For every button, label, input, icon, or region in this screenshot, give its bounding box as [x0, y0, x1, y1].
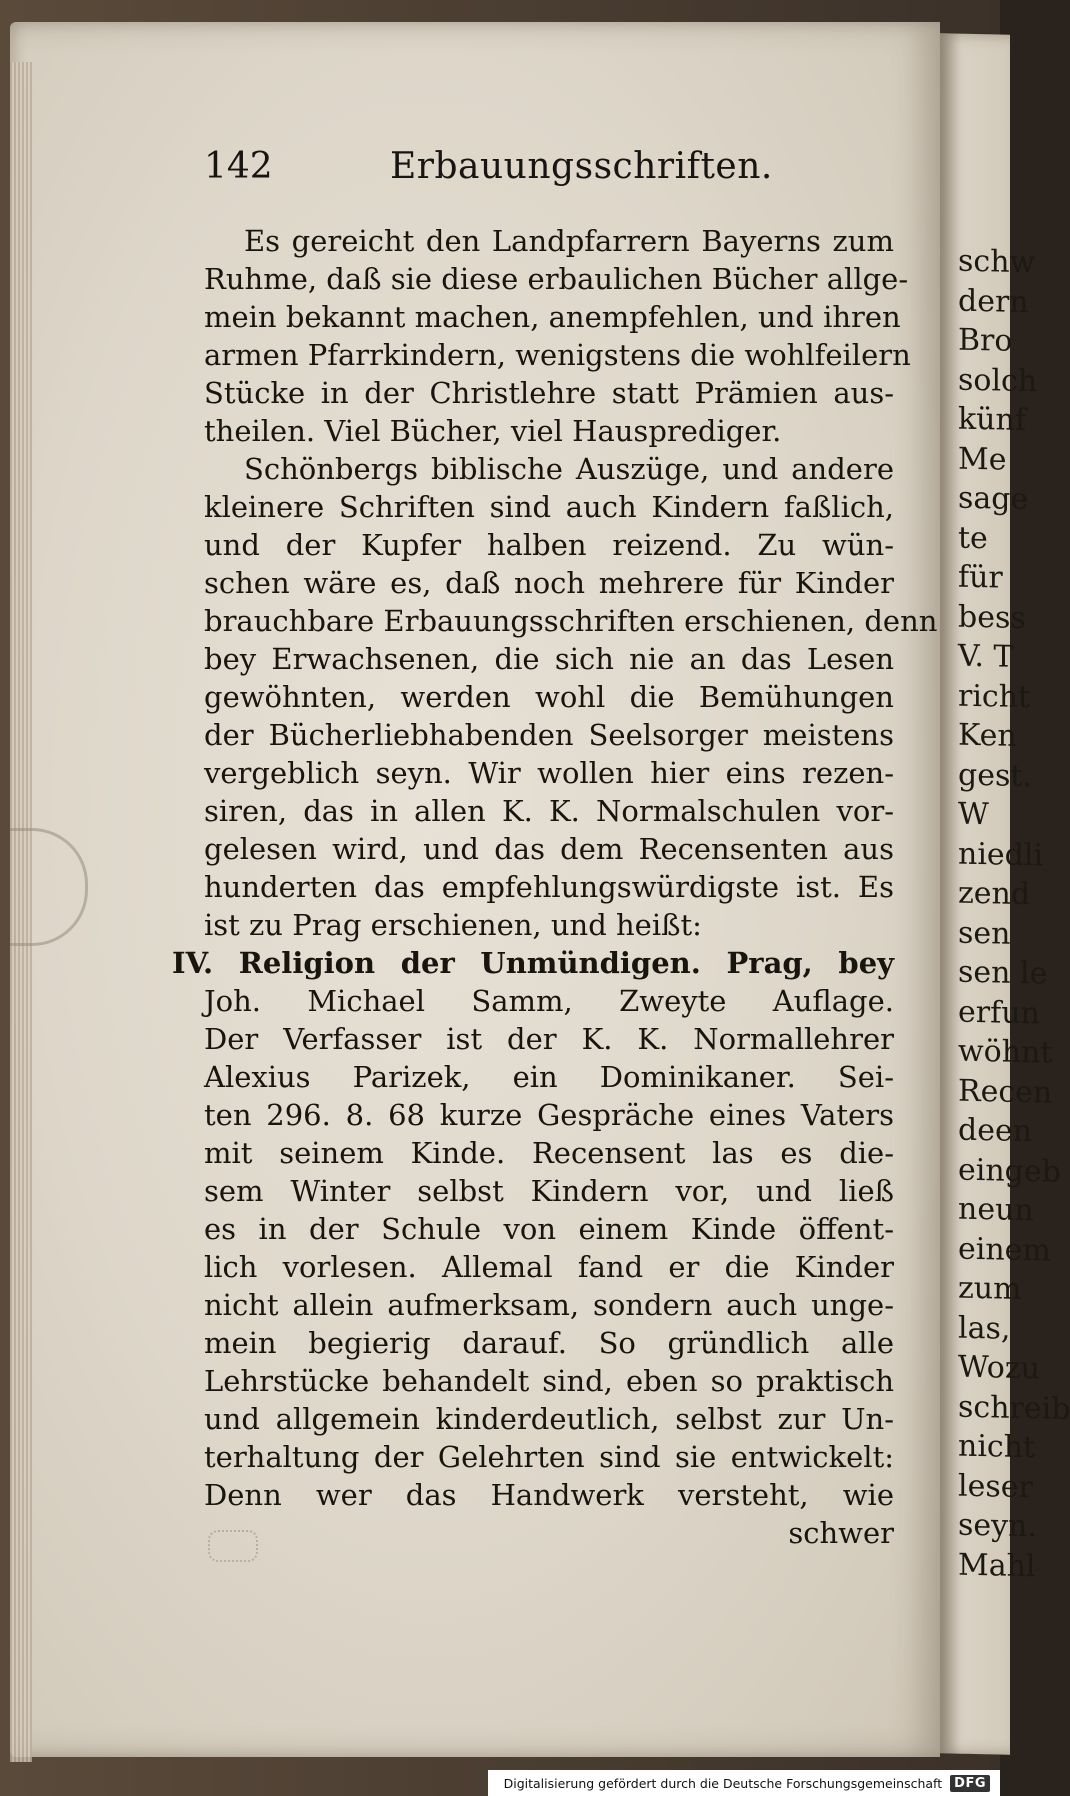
body-text — [172, 222, 938, 1552]
right-page-word-fragment: te — [958, 520, 988, 556]
text-line: und allgemein kinderdeutlich, selbst zur Un- — [204, 1402, 894, 1436]
right-page-word-fragment: Me — [958, 441, 1007, 478]
right-page-word-fragment: zum — [958, 1270, 1022, 1307]
clip-impression — [10, 828, 88, 946]
right-page-word-fragment: schreib — [958, 1389, 1070, 1427]
text-line: theilen. Viel Bücher, viel Hausprediger. — [204, 414, 782, 448]
right-page-word-fragment: Bro — [958, 322, 1013, 359]
text-line: ten 296. 8. 68 kurze Gespräche eines Vaters — [204, 1098, 894, 1132]
right-page-word-fragment: W — [958, 796, 989, 833]
text-line: Lehrstücke behandelt sind, eben so praktisch — [204, 1364, 894, 1398]
stamp-smudge — [208, 1530, 258, 1562]
text-line: vergeblich seyn. Wir wollen hier eins rezen- — [204, 756, 894, 790]
right-page-fragment — [940, 33, 1070, 1754]
text-line: mein begierig darauf. So gründlich alle — [204, 1326, 894, 1360]
text-line: Denn wer das Handwerk versteht, wie — [204, 1478, 894, 1512]
running-head: Erbauungsschriften. — [390, 146, 773, 187]
text-line: gelesen wird, und das dem Recensenten aus — [204, 832, 894, 866]
text-line: Ruhme, daß sie diese erbaulichen Bücher allge- — [204, 262, 909, 296]
text-line: mein bekannt machen, anempfehlen, und ihren — [204, 300, 901, 334]
right-page-word-fragment: deen — [958, 1112, 1033, 1150]
text-line: Der Verfasser ist der K. K. Normallehrer — [204, 1022, 894, 1056]
text-line: hunderten das empfehlungswürdigste ist. Es — [204, 870, 894, 904]
right-page-word-fragment: Wozu — [958, 1349, 1040, 1387]
text-line: sem Winter selbst Kindern vor, und ließ — [204, 1174, 894, 1208]
right-page-word-fragment: leser — [958, 1468, 1033, 1505]
text-line: Alexius Parizek, ein Dominikaner. Sei- — [204, 1060, 894, 1094]
text-line: mit seinem Kinde. Recensent las es die- — [204, 1136, 894, 1170]
dfg-logo: DFG — [950, 1775, 990, 1792]
right-page-word-fragment: wöhnt — [958, 1033, 1053, 1071]
text-line: es in der Schule von einem Kinde öffent- — [204, 1212, 894, 1246]
right-page-word-fragment: seyn. — [958, 1507, 1037, 1545]
page-header — [204, 146, 773, 196]
text-line: ist zu Prag erschienen, und heißt: — [204, 908, 702, 942]
right-page-word-fragment: sen le — [958, 954, 1048, 992]
text-line: Es gereicht den Landpfarrern Bayerns zum — [244, 224, 894, 258]
page-number: 142 — [204, 146, 273, 187]
text-line: schen wäre es, daß noch mehrere für Kinder — [204, 566, 894, 600]
footer-credit-text: Digitalisierung gefördert durch die Deutsche Forschungsgemeinschaft — [503, 1775, 943, 1791]
right-page-word-fragment: dern — [958, 283, 1029, 320]
right-page-word-fragment: las, — [958, 1310, 1011, 1347]
text-line: lich vorlesen. Allemal fand er die Kinder — [204, 1250, 894, 1284]
right-page-word-fragment: bess — [958, 599, 1026, 636]
right-page-word-fragment: richt — [958, 678, 1031, 715]
text-line: terhaltung der Gelehrten sind sie entwickelt: — [204, 1440, 894, 1474]
catchword: schwer — [788, 1516, 894, 1550]
right-page-word-fragment: Ken — [958, 717, 1017, 754]
right-page-word-fragment: niedli — [958, 836, 1044, 873]
right-page-word-fragment: solch — [958, 362, 1038, 399]
right-page-word-fragment: Mahl — [958, 1547, 1036, 1584]
text-line: gewöhnten, werden wohl die Bemühungen — [204, 680, 894, 714]
text-line: siren, das in allen K. K. Normalschulen vor- — [204, 794, 894, 828]
right-page-word-fragment: schw — [958, 243, 1036, 281]
text-line: Joh. Michael Samm, Zweyte Auflage. — [204, 984, 894, 1018]
text-line: nicht allein aufmerksam, sondern auch unge- — [204, 1288, 894, 1322]
right-page-word-fragment: für — [958, 559, 1003, 596]
entry-heading-line: IV. Religion der Unmündigen. Prag, bey — [172, 946, 894, 980]
text-line: bey Erwachsenen, die sich nie an das Lesen — [204, 642, 894, 676]
right-page-word-fragment: gest. — [958, 757, 1032, 794]
text-line: armen Pfarrkindern, wenigstens die wohlfeilern — [204, 338, 911, 372]
footer-credit-bar — [488, 1770, 1000, 1796]
right-page-word-fragment: neun — [958, 1191, 1034, 1229]
text-line: kleinere Schriften sind auch Kindern faßlich, — [204, 490, 894, 524]
text-line: Schönbergs biblische Auszüge, und andere — [244, 452, 894, 486]
text-line: und der Kupfer halben reizend. Zu wün- — [204, 528, 894, 562]
right-page-word-fragment: einem — [958, 1231, 1051, 1269]
right-page-word-fragment: V. T — [958, 638, 1014, 675]
text-line: der Bücherliebhabenden Seelsorger meistens — [204, 718, 894, 752]
right-page-word-fragment: künf — [958, 401, 1026, 439]
right-page-word-fragment: zend — [958, 875, 1031, 913]
right-page-word-fragment: sen — [958, 915, 1011, 952]
right-page-word-fragment: eingeb — [958, 1152, 1061, 1190]
right-page-word-fragment: sage — [958, 480, 1029, 518]
text-line: Stücke in der Christlehre statt Prämien aus- — [204, 376, 894, 410]
right-page-word-fragment: erfun — [958, 994, 1040, 1031]
right-page-word-fragment: nicht — [958, 1428, 1036, 1466]
right-page-word-fragment: Recen — [958, 1073, 1053, 1111]
text-line: brauchbare Erbauungsschriften erschienen, denn — [204, 604, 938, 638]
